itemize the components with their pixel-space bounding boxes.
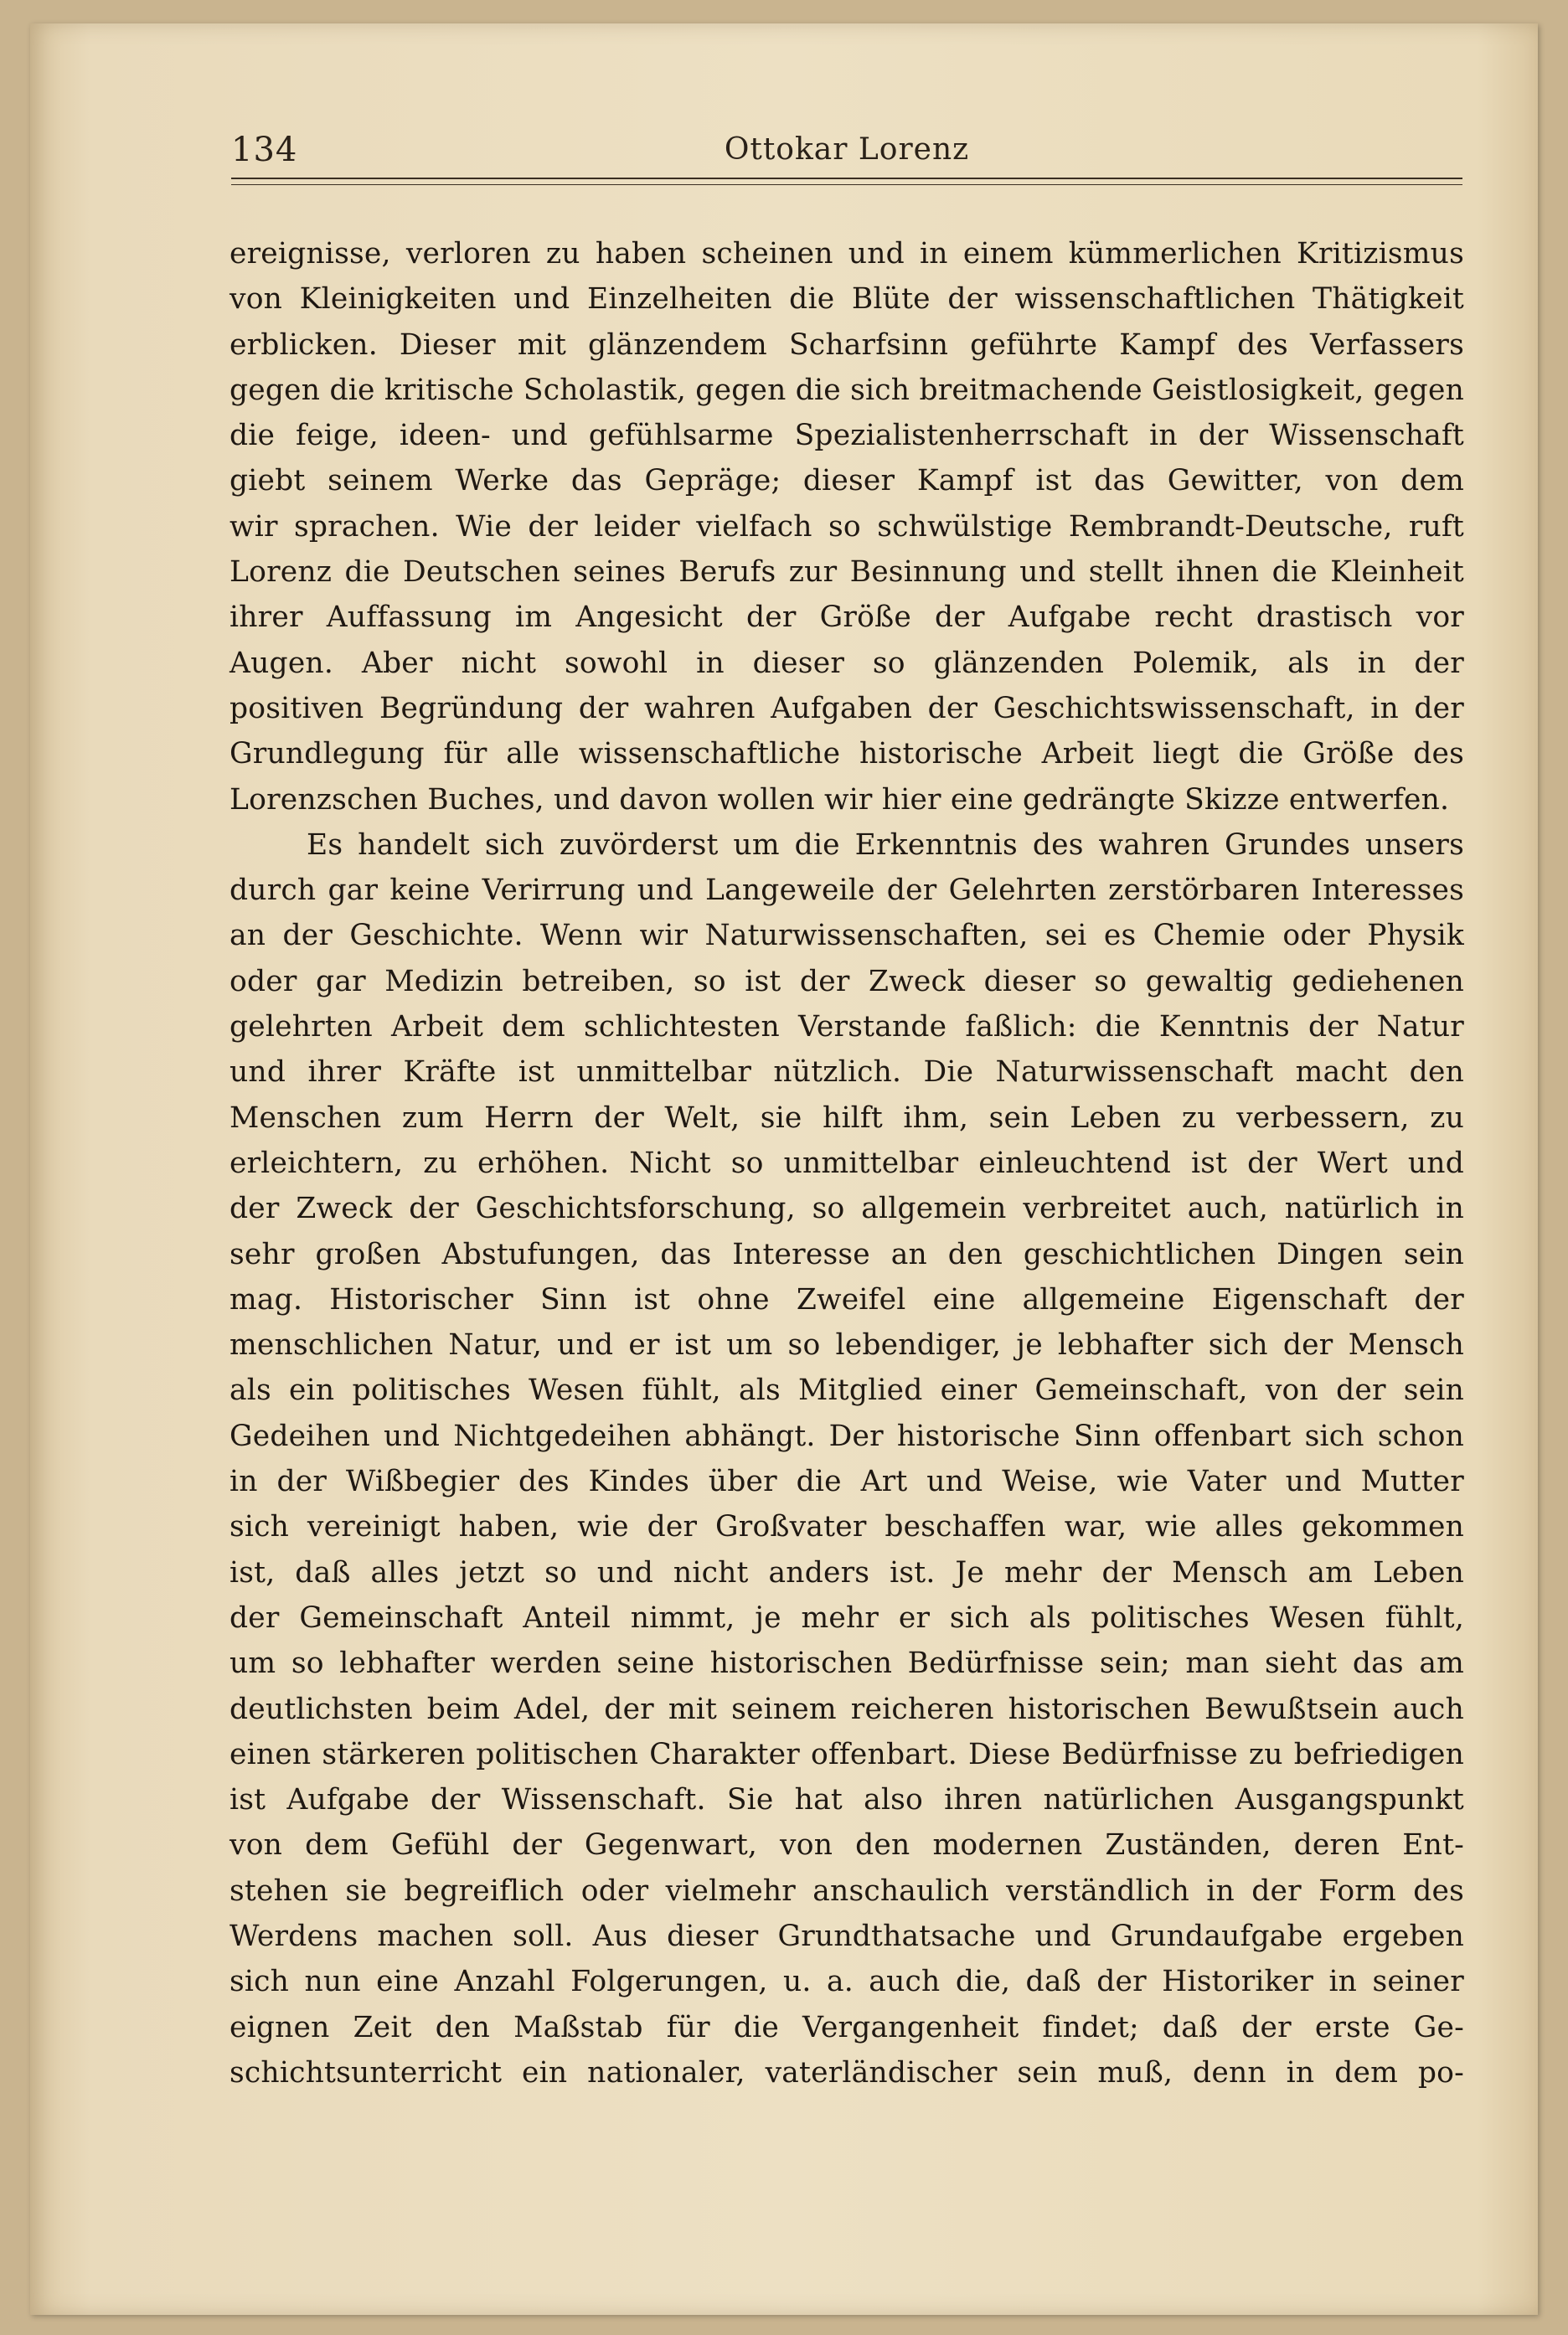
text-line: deutlichsten beim Adel, der mit seinem reicheren historischen Bewußtsein auch — [230, 1692, 1464, 1726]
text-line: positiven Begründung der wahren Aufgaben der Geschichtswissenschaft, in der — [230, 691, 1464, 725]
text-line: der Zweck der Geschichtsforschung, so allgemein verbreitet auch, natürlich in — [230, 1192, 1464, 1226]
text-line: sehr großen Abstufungen, das Interesse an den geschichtlichen Dingen sein — [230, 1237, 1464, 1271]
text-line: sich vereinigt haben, wie der Großvater beschaffen war, wie alles gekommen — [230, 1510, 1464, 1544]
text-line: Menschen zum Herrn der Welt, sie hilft ihm, sein Leben zu verbessern, zu — [230, 1100, 1464, 1135]
text-line: die feige, ideen- und gefühlsarme Spezialistenherrschaft in der Wissenschaft — [230, 419, 1464, 453]
body-text — [230, 231, 1464, 2095]
text-line: durch gar keine Verirrung und Langeweile der Gelehrten zerstörbaren Interesses — [230, 874, 1464, 908]
text-line: erblicken. Dieser mit glänzendem Scharfsinn geführte Kampf des Verfassers — [230, 327, 1464, 362]
text-line: Lorenz die Deutschen seines Berufs zur Besinnung und stellt ihnen die Kleinheit — [230, 555, 1464, 590]
text-line: ist Aufgabe der Wissenschaft. Sie hat also ihren natürlichen Ausgangspunkt — [230, 1783, 1464, 1817]
text-line: oder gar Medizin betreiben, so ist der Zweck dieser so gewaltig gediehenen — [230, 964, 1464, 998]
text-line: eignen Zeit den Maßstab für die Vergangenheit findet; daß der erste Ge- — [230, 2010, 1464, 2044]
running-head: Ottokar Lorenz — [724, 132, 970, 167]
header-rule — [231, 178, 1462, 179]
book-page — [30, 23, 1538, 2315]
text-line: der Gemeinschaft Anteil nimmt, je mehr er sich als politisches Wesen fühlt, — [230, 1600, 1464, 1635]
text-line: wir sprachen. Wie der leider vielfach so schwülstige Rembrandt-Deutsche, ruft — [230, 509, 1464, 544]
text-line: ist, daß alles jetzt so und nicht anders ist. Je mehr der Mensch am Leben — [230, 1555, 1464, 1590]
text-line: ihrer Auffassung im Angesicht der Größe der Aufgabe recht drastisch vor — [230, 601, 1464, 635]
page-number: 134 — [231, 131, 298, 169]
text-line: einen stärkeren politischen Charakter offenbart. Diese Bedürfnisse zu befriedigen — [230, 1737, 1464, 1771]
text-line: an der Geschichte. Wenn wir Naturwissenschaften, sei es Chemie oder Physik — [230, 919, 1464, 953]
header-rule-thin — [231, 184, 1462, 185]
text-line: gegen die kritische Scholastik, gegen die sich breitmachende Geistlosigkeit, gegen — [230, 373, 1464, 407]
text-line: sich nun eine Anzahl Folgerungen, u. a. auch die, daß der Historiker in seiner — [230, 1965, 1464, 1999]
text-line: erleichtern, zu erhöhen. Nicht so unmittelbar einleuchtend ist der Wert und — [230, 1146, 1464, 1180]
text-line: ereignisse, verloren zu haben scheinen und in einem kümmerlichen Kritizismus — [230, 237, 1464, 271]
text-line: mag. Historischer Sinn ist ohne Zweifel eine allgemeine Eigenschaft der — [230, 1282, 1464, 1317]
text-line: um so lebhafter werden seine historischen Bedürfnisse sein; man sieht das am — [230, 1647, 1464, 1681]
text-line: menschlichen Natur, und er ist um so lebendiger, je lebhafter sich der Mensch — [230, 1328, 1464, 1363]
text-line: Augen. Aber nicht sowohl in dieser so glänzenden Polemik, als in der — [230, 646, 1464, 680]
text-line: als ein politisches Wesen fühlt, als Mitglied einer Gemeinschaft, von der sein — [230, 1374, 1464, 1408]
text-line: schichtsunterricht ein nationaler, vaterländischer sein muß, denn in dem po- — [230, 2055, 1464, 2090]
text-line: Werdens machen soll. Aus dieser Grundthatsache und Grundaufgabe ergeben — [230, 1919, 1464, 1953]
text-line: Lorenzschen Buches, und davon wollen wir hier eine gedrängte Skizze entwerfen. — [230, 782, 1450, 817]
page-header — [231, 131, 1462, 168]
text-line: stehen sie begreiflich oder vielmehr anschaulich verständlich in der Form des — [230, 1874, 1464, 1908]
text-line: Gedeihen und Nichtgedeihen abhängt. Der historische Sinn offenbart sich schon — [230, 1419, 1464, 1453]
text-line: giebt seinem Werke das Gepräge; dieser Kampf ist das Gewitter, von dem — [230, 464, 1464, 498]
text-line: Es handelt sich zuvörderst um die Erkenntnis des wahren Grundes unsers — [307, 827, 1464, 862]
text-line: in der Wißbegier des Kindes über die Art und Weise, wie Vater und Mutter — [230, 1465, 1464, 1499]
text-line: gelehrten Arbeit dem schlichtesten Verstande faßlich: die Kenntnis der Natur — [230, 1010, 1464, 1044]
text-line: und ihrer Kräfte ist unmittelbar nützlich. Die Naturwissenschaft macht den — [230, 1055, 1464, 1090]
text-line: von Kleinigkeiten und Einzelheiten die Blüte der wissenschaftlichen Thätigkeit — [230, 282, 1464, 317]
text-line: von dem Gefühl der Gegenwart, von den modernen Zuständen, deren Ent- — [230, 1828, 1464, 1863]
text-line: Grundlegung für alle wissenschaftliche historische Arbeit liegt die Größe des — [230, 737, 1464, 771]
